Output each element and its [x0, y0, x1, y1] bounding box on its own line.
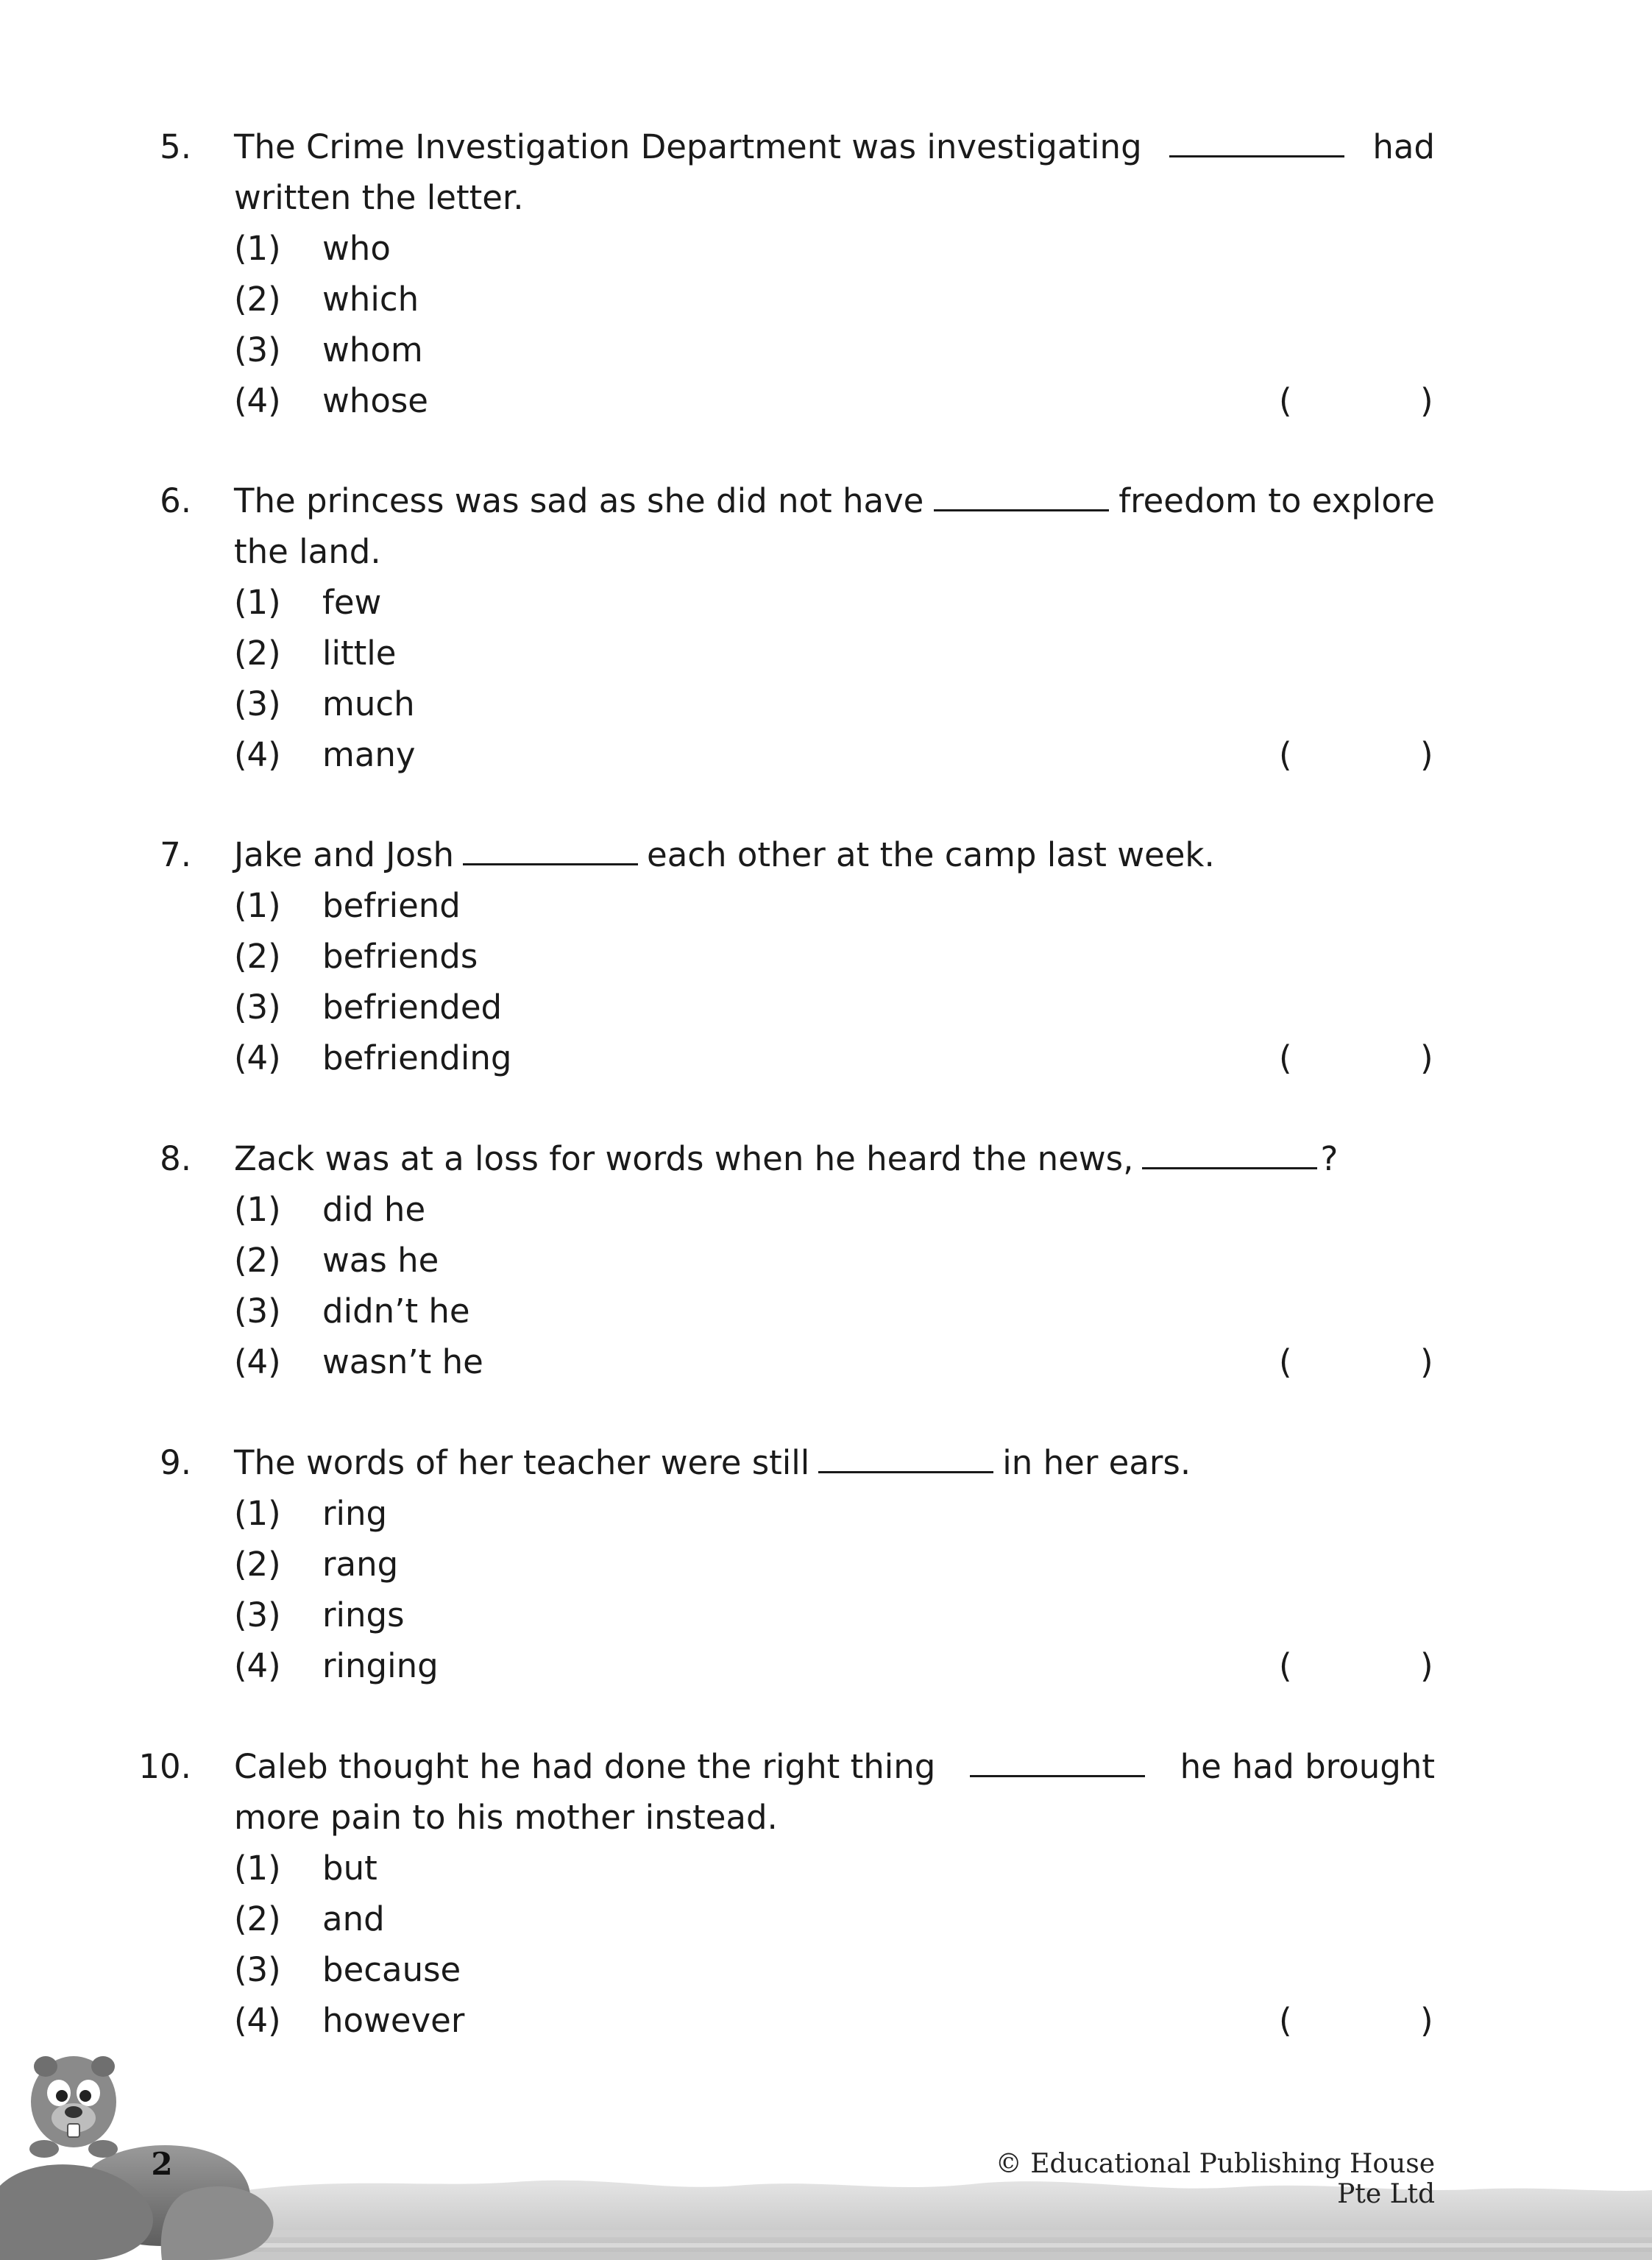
copyright-notice: © Educational Publishing House Pte Ltd — [995, 2149, 1435, 2209]
answer-box-open[interactable]: ( — [1279, 1646, 1292, 1685]
stem-text: The Crime Investigation Department was investigating — [234, 127, 1142, 166]
option-4: (4) whose ( ) — [234, 375, 1435, 426]
question-number: 10. — [138, 1747, 191, 1786]
answer-box-open[interactable]: ( — [1279, 381, 1292, 420]
option-2: (2) rang — [234, 1545, 399, 1584]
option-1: (1) but — [234, 1849, 377, 1888]
answer-box-open[interactable]: ( — [1279, 1342, 1292, 1381]
answer-box-close: ) — [1420, 1646, 1433, 1685]
question-number: 9. — [160, 1443, 191, 1482]
stem-text: The words of her teacher were still — [234, 1443, 810, 1482]
option-4: (4) however ( ) — [234, 1995, 1435, 2046]
answer-blank — [934, 475, 1109, 511]
question-stem — [234, 1133, 1435, 1184]
answer-blank — [970, 1741, 1145, 1777]
stem-text: Caleb thought he had done the right thing — [234, 1747, 936, 1786]
option-3: (3) whom — [234, 330, 423, 369]
option-4: (4) wasn’t he ( ) — [234, 1336, 1435, 1387]
option-3: (3) didn’t he — [234, 1292, 470, 1331]
option-2: (2) which — [234, 280, 419, 319]
stem-text: he had brought — [1180, 1747, 1435, 1786]
question-stem — [234, 1741, 1435, 1843]
stem-text: The princess was sad as she did not have — [234, 481, 924, 520]
stem-text: had — [1372, 127, 1435, 166]
option-3: (3) rings — [234, 1595, 405, 1634]
stem-text: Jake and Josh — [234, 835, 455, 874]
stem-text: the land. — [234, 532, 381, 571]
option-4: (4) many ( ) — [234, 729, 1435, 780]
option-1: (1) few — [234, 583, 382, 622]
question-number: 7. — [160, 835, 191, 874]
question-stem — [234, 475, 1435, 577]
options-list — [234, 223, 1435, 426]
question-number: 6. — [160, 481, 191, 520]
page-number: 2 — [151, 2146, 173, 2182]
option-3: (3) much — [234, 684, 415, 723]
answer-blank — [1169, 121, 1344, 157]
stem-text: ? — [1320, 1139, 1339, 1178]
option-3: (3) befriended — [234, 988, 503, 1027]
answer-box-close: ) — [1420, 1342, 1433, 1381]
options-list — [234, 1184, 1435, 1387]
stem-text: written the letter. — [234, 178, 524, 217]
answer-box-close: ) — [1420, 1038, 1433, 1077]
answer-blank — [463, 829, 638, 865]
answer-box-close: ) — [1420, 735, 1433, 774]
option-1: (1) did he — [234, 1190, 426, 1229]
option-4: (4) befriending ( ) — [234, 1032, 1435, 1083]
answer-box-open[interactable]: ( — [1279, 1038, 1292, 1077]
stem-text: more pain to his mother instead. — [234, 1798, 778, 1837]
answer-box-close: ) — [1420, 381, 1433, 420]
option-3: (3) because — [234, 1950, 461, 1989]
options-list — [234, 880, 1435, 1083]
option-4: (4) ringing ( ) — [234, 1640, 1435, 1691]
stem-text: Zack was at a loss for words when he heard the news, — [234, 1139, 1134, 1178]
question-stem — [234, 121, 1435, 223]
option-1: (1) ring — [234, 1494, 388, 1533]
option-2: (2) little — [234, 634, 397, 673]
stem-text: each other at the camp last week. — [647, 835, 1215, 874]
option-2: (2) was he — [234, 1241, 439, 1280]
answer-box-open[interactable]: ( — [1279, 2001, 1292, 2040]
option-1: (1) who — [234, 229, 391, 268]
answer-box-open[interactable]: ( — [1279, 735, 1292, 774]
stem-text: freedom to explore — [1119, 481, 1435, 520]
options-list — [234, 1843, 1435, 2046]
stem-text: in her ears. — [1002, 1443, 1191, 1482]
question-stem — [234, 1437, 1435, 1488]
question-stem — [234, 829, 1435, 880]
options-list — [234, 577, 1435, 780]
question-number: 5. — [160, 127, 191, 166]
answer-blank — [818, 1437, 993, 1473]
options-list — [234, 1488, 1435, 1691]
answer-box-close: ) — [1420, 2001, 1433, 2040]
answer-blank — [1142, 1133, 1317, 1169]
option-1: (1) befriend — [234, 886, 461, 925]
question-number: 8. — [160, 1139, 191, 1178]
option-2: (2) befriends — [234, 937, 478, 976]
option-2: (2) and — [234, 1899, 385, 1938]
